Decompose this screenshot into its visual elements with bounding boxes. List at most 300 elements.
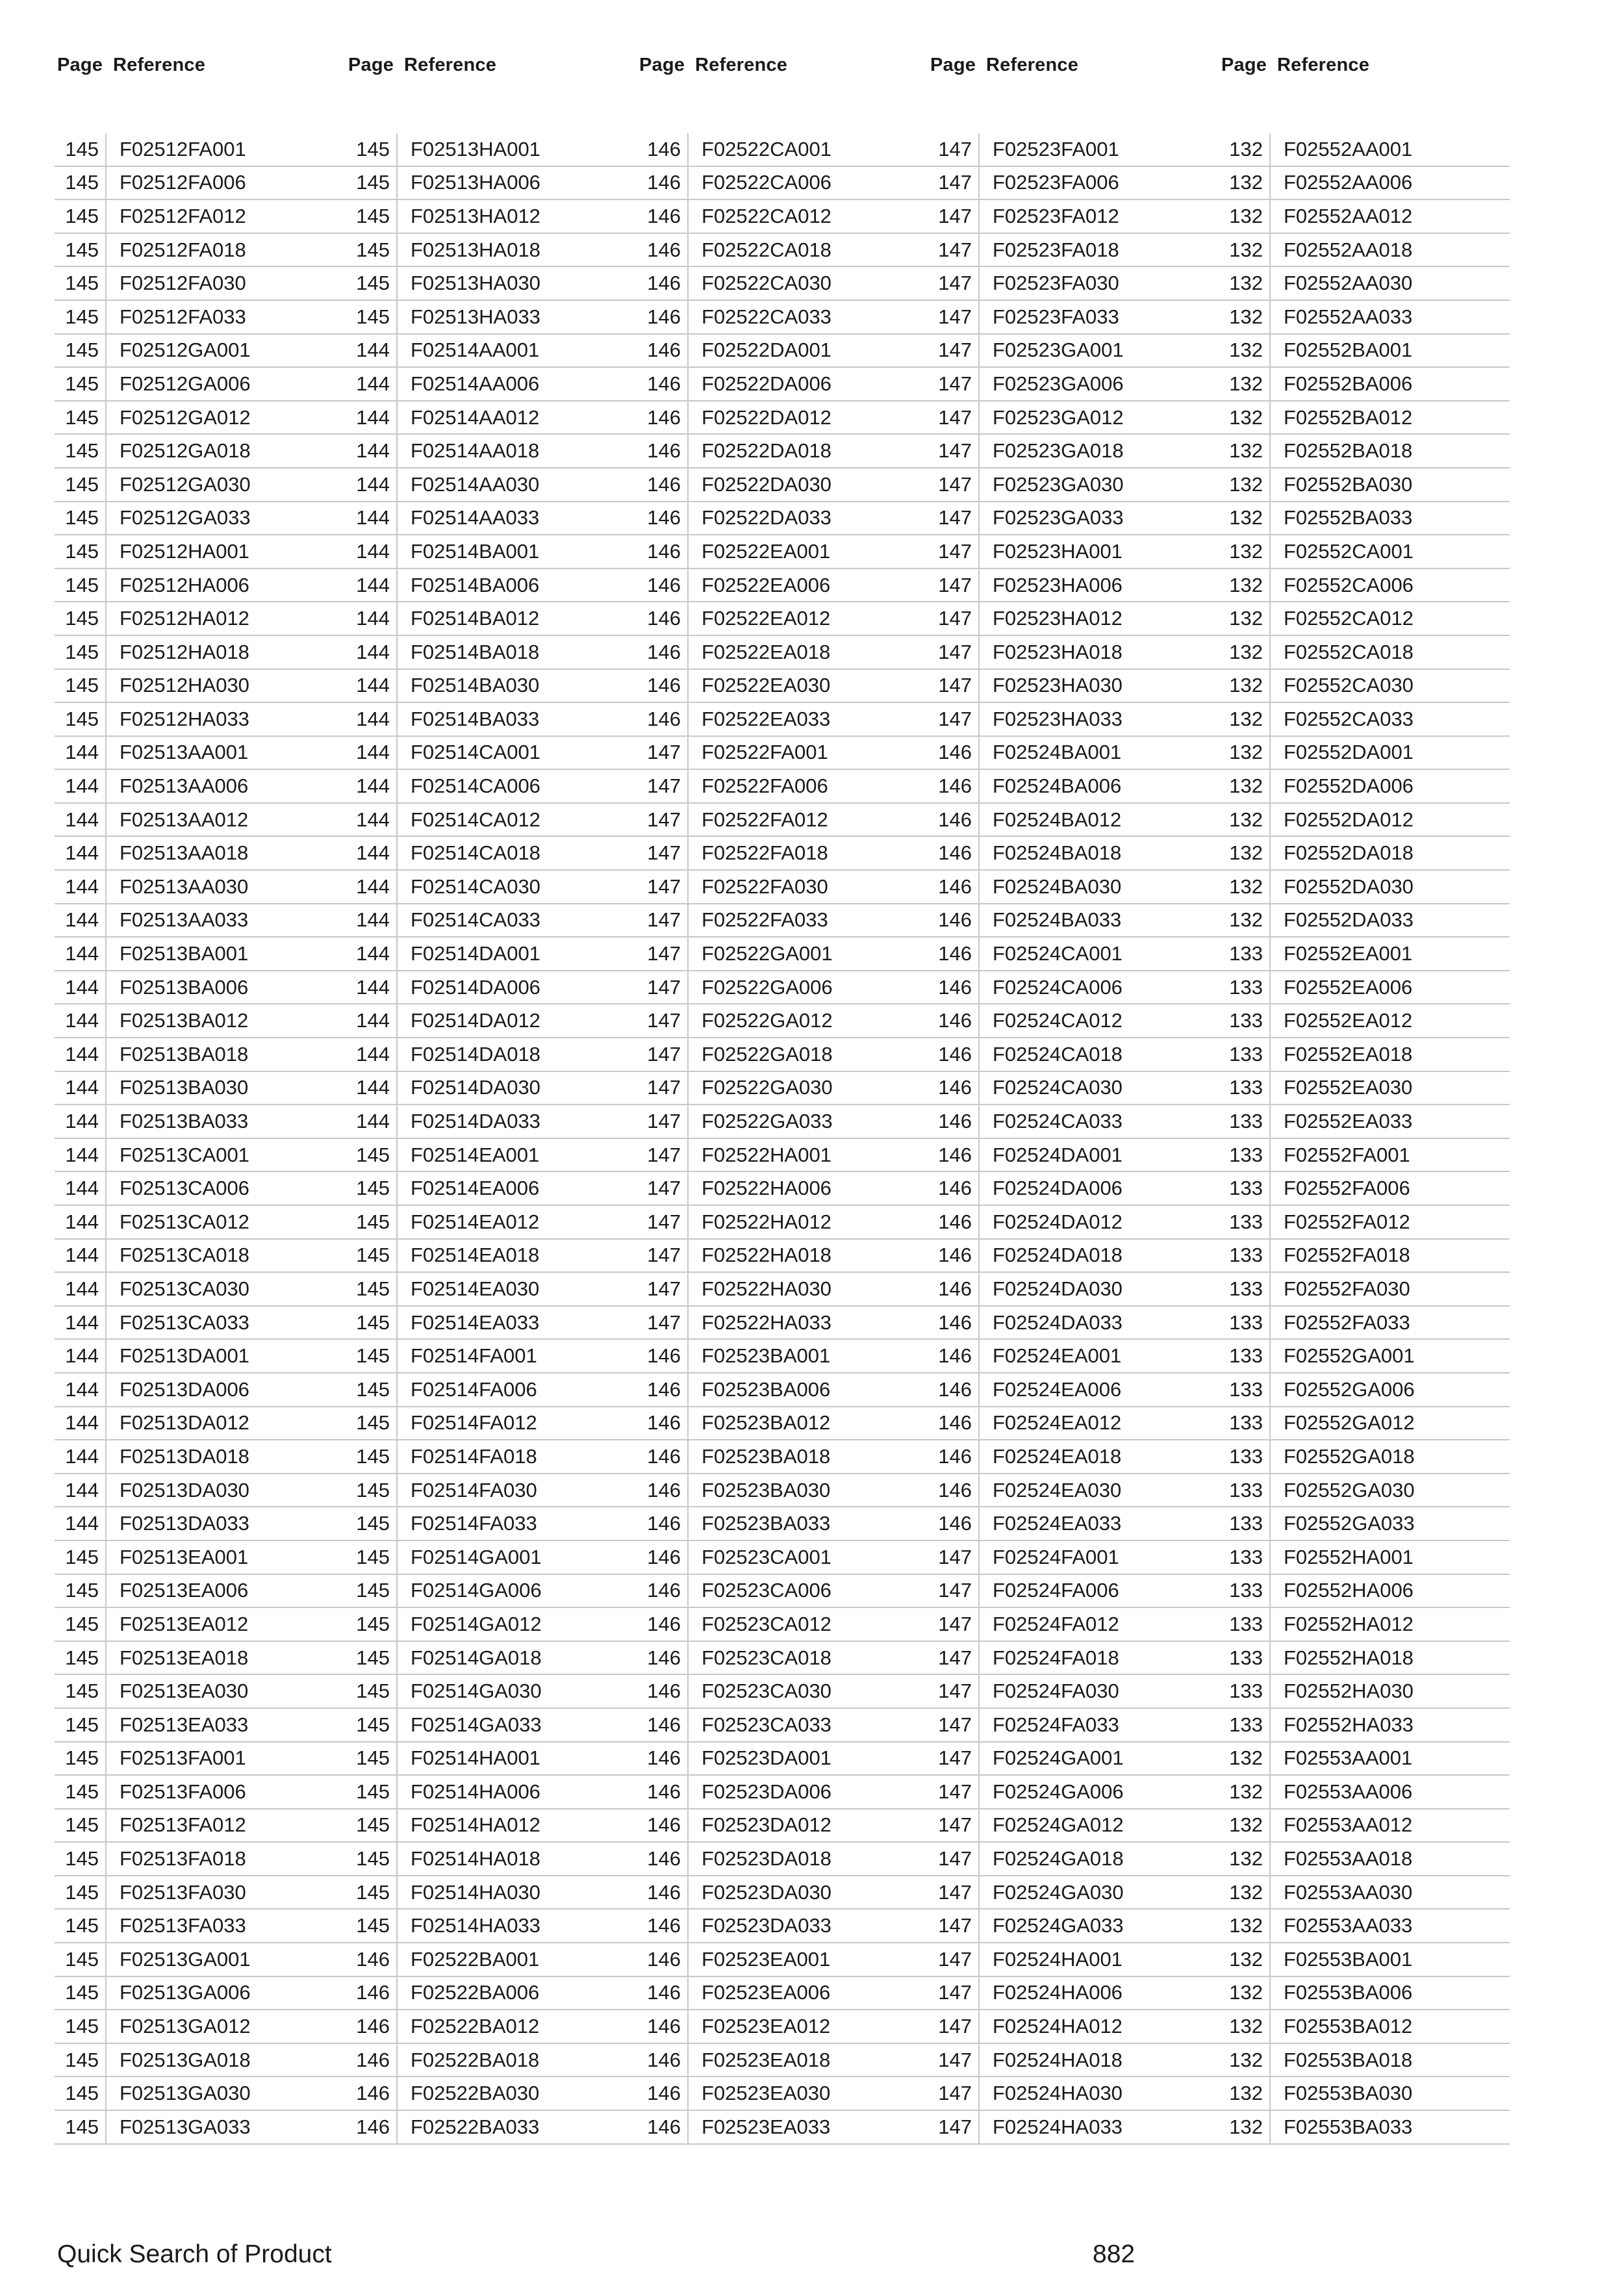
reference-cell: F02522EA006 [702,573,831,596]
table-row [346,1240,637,1273]
reference-cell: F02552HA001 [1284,1545,1414,1568]
reference-cell: F02552HA018 [1284,1646,1414,1669]
reference-cell: F02513BA033 [120,1110,249,1133]
page-cell: 133 [1219,1038,1271,1071]
table-row [346,971,637,1005]
table-row [637,636,928,670]
table-row [637,1307,928,1340]
table-row [637,468,928,502]
page-cell: 147 [928,301,980,333]
table-row [1219,1474,1510,1508]
reference-cell: F02514CA012 [411,808,540,831]
table-row [637,502,928,536]
page-cell: 144 [346,1105,398,1138]
page-cell: 144 [346,737,398,769]
reference-cell: F02524DA030 [993,1277,1123,1300]
reference-cell: F02522BA001 [411,1947,540,1971]
reference-cell: F02513EA018 [120,1646,249,1669]
page-cell: 144 [55,904,107,937]
table-row [928,1608,1219,1642]
table-row [637,1943,928,1977]
reference-cell: F02522CA030 [702,272,831,295]
table-row [55,1843,346,1876]
table-row [928,1474,1219,1508]
reference-cell: F02513BA012 [120,1009,249,1032]
page-cell: 145 [346,1206,398,1238]
reference-cell: F02524CA001 [993,942,1123,965]
reference-cell: F02513BA018 [120,1042,249,1066]
page-cell: 132 [1219,468,1271,501]
table-row [928,200,1219,234]
table-row [1219,1977,1510,2011]
reference-cell: F02514AA033 [411,506,540,530]
table-row [637,234,928,268]
page-cell: 147 [928,335,980,367]
table-row [1219,1105,1510,1139]
table-row [1219,2010,1510,2044]
table-row [346,1507,637,1541]
page-cell: 133 [1219,1240,1271,1272]
reference-cell: F02552FA018 [1284,1244,1410,1267]
table-row [346,234,637,268]
table-row [928,335,1219,368]
table-row [637,2044,928,2078]
column-rows [346,133,637,2145]
page-cell: 146 [637,569,689,602]
table-row [1219,1541,1510,1575]
reference-cell: F02512FA012 [120,204,246,227]
page-cell: 145 [55,133,107,166]
page-cell: 146 [637,535,689,568]
table-row [637,2111,928,2145]
table-row [928,1072,1219,1106]
table-row [637,837,928,871]
page-cell: 144 [346,1038,398,1071]
page-cell: 144 [55,1507,107,1540]
table-row [55,636,346,670]
table-row [928,1977,1219,2011]
reference-cell: F02513EA001 [120,1545,249,1568]
table-row [1219,770,1510,804]
table-row [346,335,637,368]
reference-cell: F02522DA033 [702,506,831,530]
page-cell: 144 [346,368,398,400]
table-row [1219,1038,1510,1072]
reference-cell: F02513EA030 [120,1680,249,1703]
table-row [637,1407,928,1441]
page-cell: 132 [1219,1776,1271,1808]
table-row [637,1675,928,1709]
table-row [55,133,346,167]
page-cell: 147 [928,1608,980,1641]
reference-cell: F02523DA001 [702,1746,831,1770]
table-row [928,234,1219,268]
table-row [346,1943,637,1977]
page-cell: 144 [55,1240,107,1272]
reference-cell: F02524EA001 [993,1344,1122,1368]
page-cell: 147 [928,435,980,467]
page-cell: 133 [1219,1675,1271,1707]
page-cell: 146 [637,502,689,535]
reference-cell: F02524HA012 [993,2015,1123,2038]
reference-cell: F02512GA012 [120,405,251,429]
page-cell: 146 [928,1474,980,1507]
table-row [928,435,1219,468]
page-cell: 133 [1219,938,1271,970]
reference-cell: F02524DA012 [993,1210,1123,1233]
reference-cell: F02514BA018 [411,640,540,663]
table-row [346,1072,637,1106]
page-cell: 132 [1219,770,1271,802]
page-cell: 146 [928,737,980,769]
reference-cell: F02514CA033 [411,908,540,932]
table-row [637,770,928,804]
page-cell: 144 [346,904,398,937]
reference-cell: F02512HA006 [120,573,249,596]
reference-cell: F02512FA001 [120,137,246,160]
table-row [346,1675,637,1709]
page-cell: 132 [1219,1876,1271,1909]
reference-cell: F02552GA001 [1284,1344,1415,1368]
page-cell: 133 [1219,1340,1271,1372]
page-cell: 146 [346,2111,398,2143]
table-row [928,535,1219,569]
table-row [55,502,346,536]
table-row [928,1240,1219,1273]
table-row [346,267,637,301]
reference-cell: F02552GA012 [1284,1411,1415,1435]
reference-cell: F02514BA001 [411,539,540,563]
column-header [928,51,1219,79]
table-row [928,602,1219,636]
reference-cell: F02524GA012 [993,1813,1124,1837]
reference-cell: F02553BA018 [1284,2048,1413,2071]
page-cell: 133 [1219,1608,1271,1641]
page-cell: 145 [346,1910,398,1942]
table-row [928,167,1219,201]
page-cell: 146 [637,1910,689,1942]
page-cell: 147 [928,569,980,602]
reference-cell: F02552BA018 [1284,439,1413,463]
page-header: Page [639,54,685,75]
reference-cell: F02522CA006 [702,171,831,194]
reference-cell: F02522CA001 [702,137,831,160]
table-row [637,133,928,167]
reference-cell: F02553BA001 [1284,1947,1413,1971]
reference-cell: F02552HA033 [1284,1713,1414,1736]
table-row [1219,1373,1510,1407]
table-row [928,368,1219,402]
table-row [928,1943,1219,1977]
reference-cell: F02523HA033 [993,707,1123,730]
reference-cell: F02523DA030 [702,1880,831,1904]
reference-cell: F02514CA018 [411,841,540,865]
page-cell: 147 [637,1004,689,1037]
table-row [346,1977,637,2011]
table-row [55,1072,346,1106]
table-row [55,1642,346,1676]
page-cell: 147 [637,837,689,869]
page-cell: 145 [55,1642,107,1674]
reference-cell: F02512GA018 [120,439,251,463]
reference-cell: F02513EA033 [120,1713,249,1736]
page-cell: 132 [1219,1910,1271,1942]
reference-cell: F02552EA012 [1284,1009,1413,1032]
reference-cell: F02513FA001 [120,1746,246,1770]
table-row [928,971,1219,1005]
reference-cell: F02514HA006 [411,1780,540,1803]
table-row [1219,602,1510,636]
reference-cell: F02514HA030 [411,1880,540,1904]
page-cell: 146 [928,904,980,937]
reference-cell: F02552FA012 [1284,1210,1410,1233]
reference-cell: F02524HA018 [993,2048,1123,2071]
table-row [928,468,1219,502]
page-cell: 145 [346,133,398,166]
column-header [1219,51,1510,79]
table-row [1219,2077,1510,2111]
table-row [55,602,346,636]
page-cell: 146 [928,1373,980,1406]
page-cell: 133 [1219,1642,1271,1674]
table-row [928,267,1219,301]
reference-cell: F02523CA001 [702,1545,831,1568]
reference-cell: F02524DA001 [993,1143,1123,1166]
reference-cell: F02524GA018 [993,1847,1124,1871]
page-cell: 147 [928,1809,980,1842]
reference-cell: F02522FA033 [702,908,828,932]
reference-cell: F02524DA006 [993,1177,1123,1200]
page-cell: 132 [1219,2077,1271,2110]
reference-cell: F02514FA018 [411,1444,537,1468]
page-cell: 144 [346,804,398,836]
page-cell: 145 [55,2010,107,2043]
reference-cell: F02522CA012 [702,204,831,227]
reference-cell: F02523DA012 [702,1813,831,1837]
page-cell: 132 [1219,703,1271,735]
reference-cell: F02552HA030 [1284,1680,1414,1703]
table-row [55,335,346,368]
reference-cell: F02552DA012 [1284,808,1414,831]
page-cell: 145 [55,335,107,367]
table-row [928,1105,1219,1139]
table-row [55,1876,346,1910]
reference-cell: F02552AA001 [1284,137,1413,160]
reference-cell: F02513FA018 [120,1847,246,1871]
page-cell: 146 [637,1575,689,1607]
table-row [346,837,637,871]
reference-cell: F02524EA033 [993,1512,1122,1535]
page-cell: 133 [1219,1709,1271,1741]
reference-cell: F02514HA012 [411,1813,540,1837]
page-cell: 145 [55,1776,107,1808]
reference-cell: F02513AA012 [120,808,249,831]
reference-cell: F02523HA001 [993,539,1123,563]
page-cell: 146 [637,1373,689,1406]
table-row [55,737,346,771]
reference-cell: F02552CA033 [1284,707,1414,730]
table-row [1219,1575,1510,1609]
page-cell: 147 [928,368,980,400]
reference-cell: F02513FA006 [120,1780,246,1803]
table-row [928,1776,1219,1809]
table-row [55,468,346,502]
table-row [928,402,1219,435]
table-row [928,1843,1219,1876]
table-row [1219,402,1510,435]
table-row [346,1776,637,1809]
table-row [1219,2044,1510,2078]
table-row [346,938,637,971]
reference-cell: F02514FA030 [411,1478,537,1501]
page-cell: 146 [346,2044,398,2076]
reference-cell: F02523HA018 [993,640,1123,663]
page-cell: 145 [346,200,398,233]
reference-cell: F02524EA018 [993,1444,1122,1468]
page-cell: 132 [1219,1809,1271,1842]
page-cell: 133 [1219,1004,1271,1037]
page-cell: 144 [346,335,398,367]
reference-cell: F02513HA030 [411,272,540,295]
table-row [55,1273,346,1307]
reference-cell: F02523EA033 [702,2115,831,2138]
page-cell: 145 [346,1642,398,1674]
table-row [346,301,637,335]
page-cell: 146 [346,2077,398,2110]
reference-cell: F02513AA006 [120,774,249,798]
page-cell: 145 [346,1474,398,1507]
reference-cell: F02512HA033 [120,707,249,730]
reference-cell: F02522FA030 [702,875,828,898]
reference-cell: F02523BA001 [702,1344,831,1368]
reference-cell: F02513DA018 [120,1444,249,1468]
index-column [637,51,928,2138]
reference-cell: F02514EA018 [411,1244,540,1267]
table-row [346,1642,637,1676]
table-row [55,200,346,234]
page-cell: 146 [637,1507,689,1540]
reference-cell: F02514DA033 [411,1110,540,1133]
table-row [346,904,637,938]
reference-cell: F02523GA030 [993,472,1124,496]
page-cell: 147 [637,770,689,802]
page-cell: 146 [637,1943,689,1976]
table-row [346,770,637,804]
page-cell: 146 [637,1440,689,1473]
page-cell: 144 [346,837,398,869]
table-row [1219,670,1510,704]
page-cell: 144 [55,1004,107,1037]
page-cell: 147 [928,167,980,199]
page-cell: 146 [637,1743,689,1775]
reference-cell: F02523GA018 [993,439,1124,463]
page-cell: 146 [928,1340,980,1372]
table-row [928,1440,1219,1474]
reference-cell: F02552EA018 [1284,1042,1413,1066]
page-cell: 132 [1219,2044,1271,2076]
page-cell: 147 [637,1105,689,1138]
page-cell: 147 [928,1575,980,1607]
reference-header: Reference [1277,54,1370,75]
page-header: Page [930,54,976,75]
reference-cell: F02524CA018 [993,1042,1123,1066]
reference-cell: F02514AA018 [411,439,540,463]
reference-cell: F02514AA001 [411,339,540,362]
reference-cell: F02522HA033 [702,1310,831,1334]
page-cell: 145 [346,1675,398,1707]
reference-cell: F02523CA012 [702,1612,831,1635]
table-row [346,502,637,536]
reference-cell: F02522EA012 [702,607,831,630]
table-row [55,2111,346,2145]
page-cell: 145 [55,1608,107,1641]
page-cell: 133 [1219,1440,1271,1473]
page-cell: 146 [637,1541,689,1574]
page-cell: 145 [55,167,107,199]
reference-cell: F02552EA030 [1284,1076,1413,1099]
page-cell: 146 [637,1675,689,1707]
reference-cell: F02512HA030 [120,674,249,697]
table-row [346,670,637,704]
table-row [55,402,346,435]
reference-cell: F02552FA030 [1284,1277,1410,1300]
reference-cell: F02514FA033 [411,1512,537,1535]
page-cell: 145 [55,636,107,669]
page-cell: 146 [928,871,980,903]
page-cell: 147 [637,1273,689,1305]
reference-cell: F02523BA033 [702,1512,831,1535]
page-cell: 146 [637,1642,689,1674]
reference-cell: F02513GA012 [120,2015,251,2038]
reference-index-table [55,51,1510,2138]
reference-cell: F02524CA030 [993,1076,1123,1099]
page-cell: 133 [1219,1273,1271,1305]
reference-cell: F02524BA006 [993,774,1122,798]
reference-cell: F02552GA006 [1284,1377,1415,1401]
reference-cell: F02522GA030 [702,1076,833,1099]
reference-cell: F02552CA012 [1284,607,1414,630]
table-row [55,1541,346,1575]
reference-cell: F02552EA001 [1284,942,1413,965]
reference-cell: F02523HA012 [993,607,1123,630]
page-cell: 145 [55,402,107,434]
reference-cell: F02522FA018 [702,841,828,865]
reference-cell: F02514BA030 [411,674,540,697]
reference-cell: F02523DA018 [702,1847,831,1871]
table-row [928,1340,1219,1373]
reference-cell: F02523HA030 [993,674,1123,697]
table-row [637,1575,928,1609]
page-cell: 147 [928,670,980,702]
table-row [55,1038,346,1072]
table-row [637,1072,928,1106]
page-cell: 144 [55,1307,107,1339]
reference-cell: F02522GA001 [702,942,833,965]
table-row [55,435,346,468]
reference-cell: F02523EA012 [702,2015,831,2038]
reference-cell: F02522HA012 [702,1210,831,1233]
page-cell: 144 [346,770,398,802]
page-cell: 145 [346,1273,398,1305]
page-cell: 132 [1219,335,1271,367]
column-rows [637,133,928,2145]
page-cell: 146 [637,670,689,702]
reference-cell: F02523DA006 [702,1780,831,1803]
page-cell: 146 [637,1407,689,1440]
page-cell: 133 [1219,1105,1271,1138]
table-row [55,1139,346,1173]
reference-cell: F02553AA030 [1284,1880,1413,1904]
